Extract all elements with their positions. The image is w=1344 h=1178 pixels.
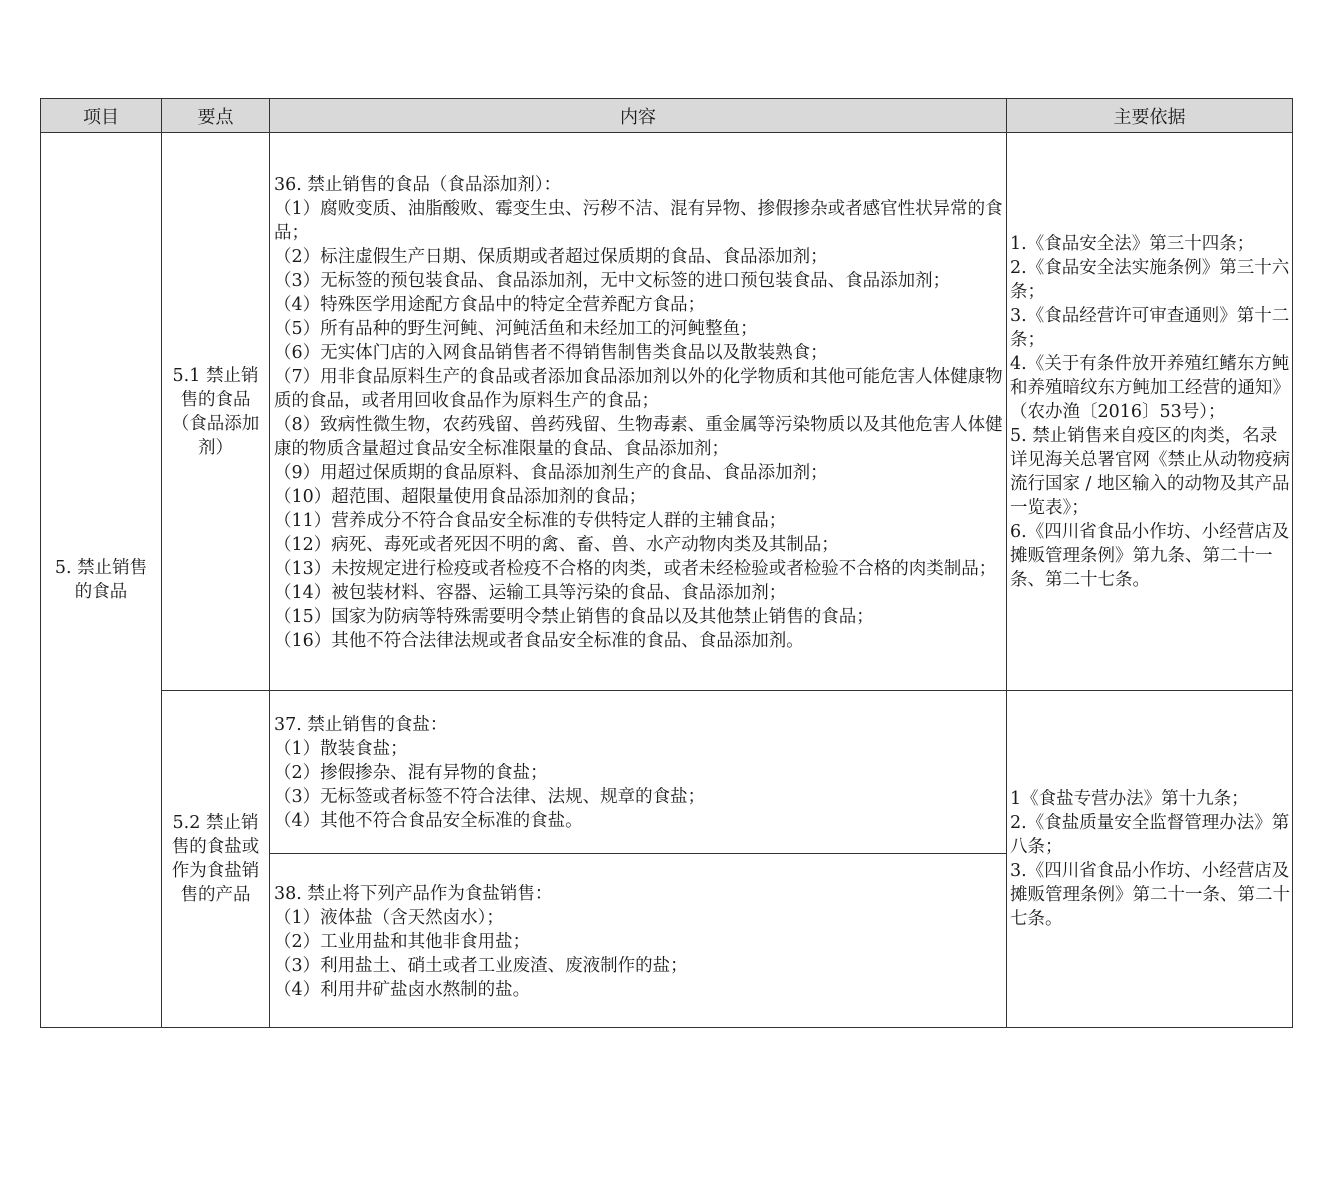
header-basis: 主要依据 <box>1007 99 1293 133</box>
content-line: （2）标注虚假生产日期、保质期或者超过保质期的食品、食品添加剂； <box>274 246 828 267</box>
basis-line: 3.《食品经营许可审查通则》第十二条； <box>1010 305 1290 350</box>
content-cell <box>270 691 1007 854</box>
content-line: （3）利用盐土、硝土或者工业废渣、废液制作的盐； <box>274 955 688 976</box>
basis-list <box>1010 787 1290 931</box>
content-line: （2）掺假掺杂、混有异物的食盐； <box>274 763 548 783</box>
content-cell <box>270 133 1007 691</box>
basis-line: 3.《四川省食品小作坊、小经营店及摊贩管理条例》第二十一条、第二十七条。 <box>1010 861 1290 929</box>
basis-line: 6.《四川省食品小作坊、小经营店及摊贩管理条例》第九条、第二十一条、第二十七条。 <box>1010 521 1290 590</box>
content-line: （16）其他不符合法律法规或者食品安全标准的食品、食品添加剂。 <box>274 630 804 651</box>
content-line: 37. 禁止销售的食盐： <box>274 715 448 735</box>
content-line: （4）其他不符合食品安全标准的食盐。 <box>274 811 583 831</box>
content-list <box>274 713 1004 833</box>
content-line: 38. 禁止将下列产品作为食盐销售： <box>274 883 553 904</box>
point-cell <box>162 133 270 691</box>
basis-line: 1.《食品安全法》第三十四条； <box>1010 233 1255 254</box>
basis-line: 2.《食品安全法实施条例》第三十六条； <box>1010 257 1290 302</box>
regulation-table <box>40 98 1293 1028</box>
content-line: （12）病死、毒死或者死因不明的禽、畜、兽、水产动物肉类及其制品； <box>274 534 839 555</box>
content-line: （1）腐败变质、油脂酸败、霉变生虫、污秽不洁、混有异物、掺假掺杂或者感官性状异常的食品； <box>274 198 1003 243</box>
point-label: 5.2 禁止销售的食盐或作为食盐销售的产品 <box>171 813 260 905</box>
content-line: （6）无实体门店的入网食品销售者不得销售制售类食品以及散装熟食； <box>274 342 828 363</box>
content-line: （5）所有品种的野生河鲀、河鲀活鱼和未经加工的河鲀整鱼； <box>274 318 758 339</box>
content-list <box>274 173 1004 653</box>
header-row <box>41 99 1293 133</box>
content-line: （10）超范围、超限量使用食品添加剂的食品； <box>274 486 647 507</box>
content-line: （9）用超过保质期的食品原料、食品添加剂生产的食品、食品添加剂； <box>274 462 828 483</box>
header-content: 内容 <box>270 99 1007 133</box>
header-item: 项目 <box>41 99 162 133</box>
basis-line: 1《食盐专营办法》第十九条； <box>1010 789 1249 809</box>
basis-line: 2.《食盐质量安全监督管理办法》第八条； <box>1010 813 1290 857</box>
content-list <box>274 882 1004 1002</box>
point-label: 5.1 禁止销售的食品（食品添加剂） <box>171 365 260 458</box>
content-line: （3）无标签的预包装食品、食品添加剂，无中文标签的进口预包装食品、食品添加剂； <box>274 270 951 291</box>
content-cell <box>270 854 1007 1028</box>
content-line: （11）营养成分不符合食品安全标准的专供特定人群的主辅食品； <box>274 510 787 531</box>
table-row <box>41 691 1293 854</box>
content-line: （15）国家为防病等特殊需要明令禁止销售的食品以及其他禁止销售的食品； <box>274 606 874 627</box>
header-point: 要点 <box>162 99 270 133</box>
content-line: （1）散装食盐； <box>274 739 408 759</box>
content-line: （7）用非食品原料生产的食品或者添加食品添加剂以外的化学物质和其他可能危害人体健康物质的食品，或者用回收食品作为原料生产的食品； <box>274 366 1003 411</box>
point-cell <box>162 691 270 1028</box>
content-line: （8）致病性微生物，农药残留、兽药残留、生物毒素、重金属等污染物质以及其他危害人体健康的物质含量超过食品安全标准限量的食品、食品添加剂； <box>274 414 1003 459</box>
content-line: （13）未按规定进行检疫或者检疫不合格的肉类，或者未经检验或者检验不合格的肉类制品； <box>274 558 997 579</box>
basis-list <box>1010 232 1290 592</box>
table-row <box>41 133 1293 691</box>
basis-cell <box>1007 133 1293 691</box>
basis-cell <box>1007 691 1293 1028</box>
content-line: （4）特殊医学用途配方食品中的特定全营养配方食品； <box>274 294 706 315</box>
basis-line: 5. 禁止销售来自疫区的肉类，名录详见海关总署官网《禁止从动物疫病流行国家 / 地区输入的动物及其产品一览表》； <box>1010 425 1290 518</box>
category-cell <box>41 133 162 1028</box>
basis-line: 4.《关于有条件放开养殖红鳍东方鲀和养殖暗纹东方鲀加工经营的通知》（农办渔〔2016〕53号）； <box>1010 353 1290 422</box>
content-line: （1）液体盐（含天然卤水）； <box>274 907 504 928</box>
content-line: 36. 禁止销售的食品（食品添加剂）： <box>274 174 562 195</box>
content-line: （3）无标签或者标签不符合法律、法规、规章的食盐； <box>274 787 706 807</box>
content-line: （2）工业用盐和其他非食用盐； <box>274 931 531 952</box>
content-line: （4）利用井矿盐卤水熬制的盐。 <box>274 979 531 1000</box>
content-line: （14）被包装材料、容器、运输工具等污染的食品、食品添加剂； <box>274 582 787 603</box>
category-label: 5. 禁止销售的食品 <box>54 558 148 602</box>
